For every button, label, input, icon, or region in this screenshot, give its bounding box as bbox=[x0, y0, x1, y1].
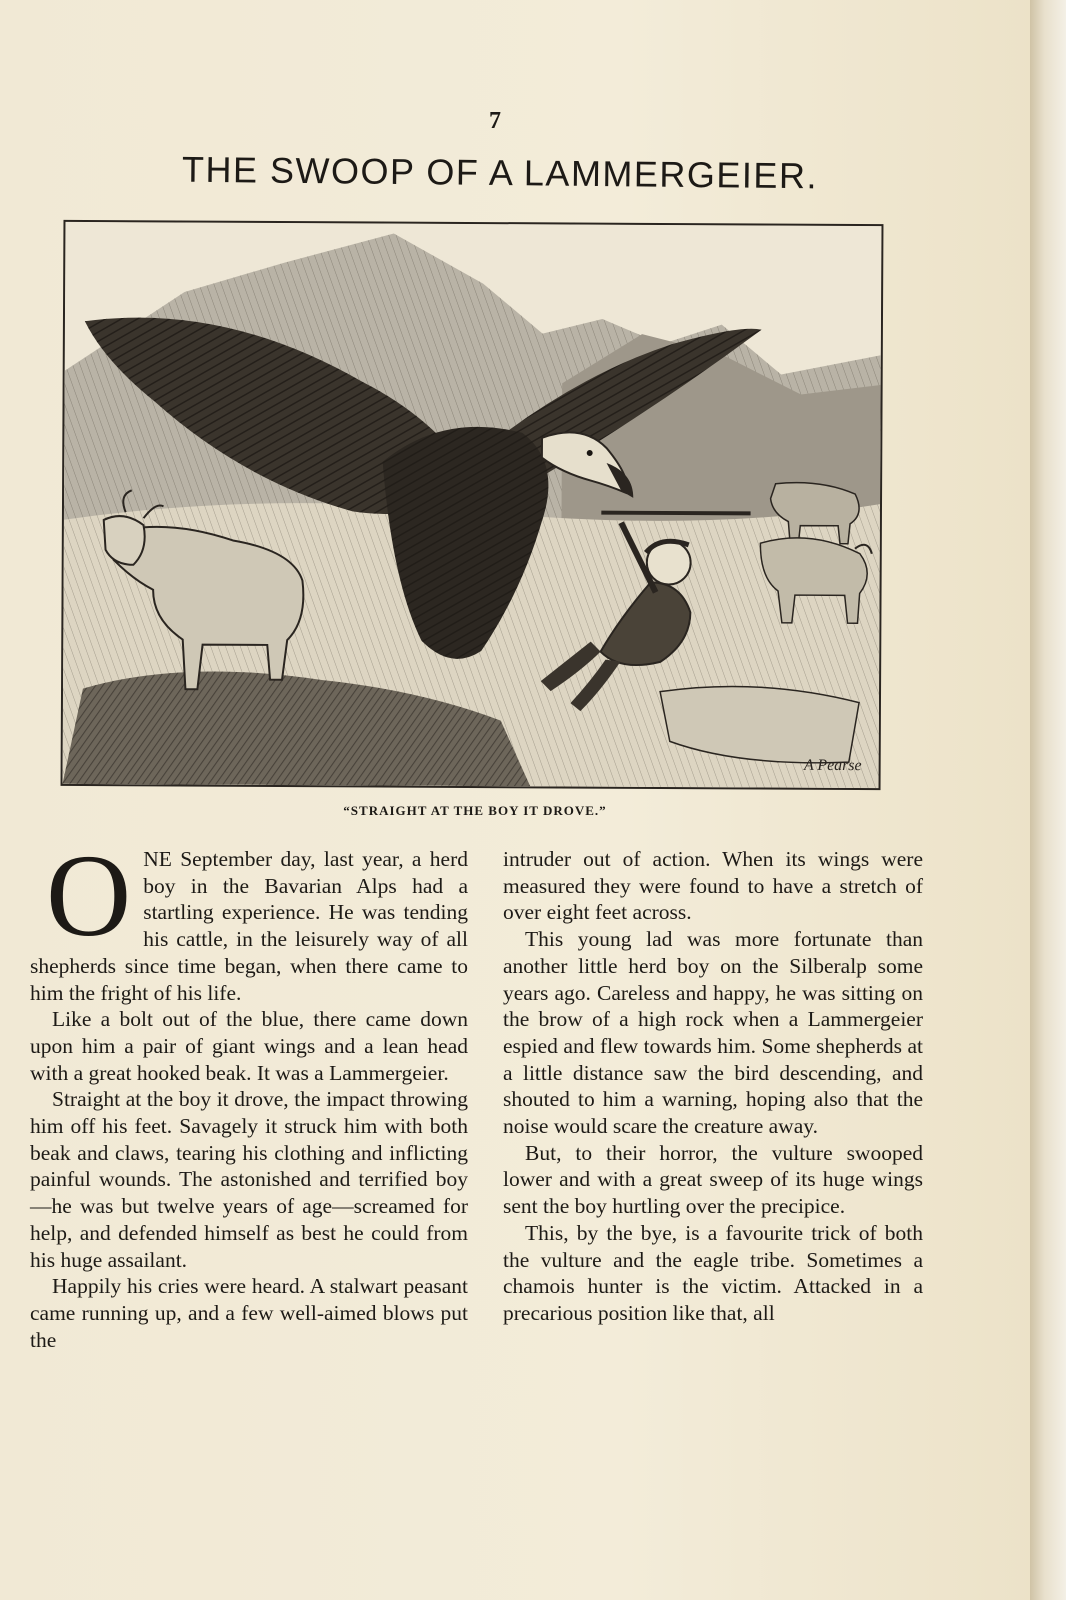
engraving-illustration bbox=[61, 220, 884, 790]
article-column-right bbox=[503, 846, 923, 1327]
paragraph-2: Like a bolt out of the blue, there came down upon him a pair of giant wings and a lean head with a great hooked beak. It was a Lammergeier. bbox=[30, 1007, 468, 1085]
illustration-caption: “STRAIGHT AT THE BOY IT DROVE.” bbox=[343, 803, 607, 818]
artist-signature: A Pearse bbox=[803, 756, 862, 775]
paragraph-1 bbox=[30, 830, 468, 1006]
drop-cap: O bbox=[46, 830, 132, 961]
article-column-left bbox=[30, 830, 468, 1353]
page-number: 7 bbox=[489, 108, 501, 134]
paragraph-7: But, to their horror, the vulture swooped lower and with a great sweep of its huge wings sent the boy hurtling over the precipice. bbox=[503, 1140, 923, 1219]
paragraph-1-text: NE September day, last year, a herd boy in the Bavarian Alps had a startling experience. He was tending his cattle, in the leisurely way of all shepherds since time began, when there came to him the fright of his life. bbox=[30, 847, 468, 1005]
paragraph-6: This young lad was more fortunate than another little herd boy on the Silberalp some years ago. Careless and happy, he was sitting on the brow of a high rock when a Lammergeier espied and flew towards him. Some shepherds at a little distance saw the bird descending, and shouted to him a warning, hoping also that the noise would scare the creature away. bbox=[503, 927, 923, 1139]
engraving-drawing bbox=[63, 222, 882, 788]
paragraph-8: This, by the bye, is a favourite trick of both the vulture and the eagle tribe. Sometimes a chamois hunter is the victim. Attacked in a precarious position like that, all bbox=[503, 1220, 923, 1325]
article-title: THE SWOOP OF A LAMMERGEIER. bbox=[181, 148, 819, 197]
paragraph-4: Happily his cries were heard. A stalwart peasant came running up, and a few well-aimed blows put the bbox=[30, 1274, 468, 1352]
page-edge bbox=[1030, 0, 1066, 1600]
paragraph-5: intruder out of action. When its wings were measured they were found to have a stretch of over eight feet across. bbox=[503, 847, 923, 925]
boy-staff bbox=[601, 513, 750, 514]
paragraph-3: Straight at the boy it drove, the impact throwing him off his feet. Savagely it struck him with both beak and claws, tearing his clothing and inflicting painful wounds. The astonished and terrified boy—he was but twelve years of age—screamed for help, and defended himself as best he could from his huge assailant. bbox=[30, 1087, 468, 1272]
